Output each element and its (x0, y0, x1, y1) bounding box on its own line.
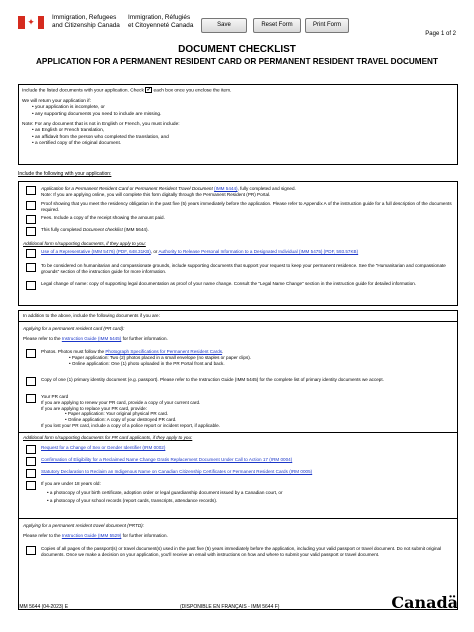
bullet-item: • any supporting documents you need to include are missing. (32, 112, 162, 118)
checkbox[interactable] (26, 249, 36, 258)
checkbox[interactable] (26, 215, 36, 224)
save-button[interactable]: Save (201, 18, 247, 33)
checkbox[interactable] (26, 186, 36, 195)
checkbox[interactable] (26, 469, 36, 478)
print-form-button[interactable]: Print Form (305, 18, 349, 33)
link-irm0002[interactable]: Request for a Change of Sex or Gender Identifier (IRM 0002) (41, 445, 166, 450)
checkbox[interactable] (26, 227, 36, 236)
canada-flag-icon: ✦ (18, 16, 44, 29)
link-imm5444[interactable]: (IMM 5444) (214, 186, 238, 191)
subsection-heading: Applying for a permanent resident card (PR card): (23, 326, 125, 331)
link-imm5529[interactable]: Instruction Guide (IMM 5529) (61, 533, 122, 538)
checkbox[interactable] (26, 263, 36, 272)
additional-documents-box: In addition to the above, include the following documents if you are: Applying for a permanent resident card (PR card): Please refer to the Instruction Guide (IMM 5445) for further information. Photos. Photos must follow the Photograph Specifications for Permanent Resident Cards. • Paper application: Two (2) photos placed in a small envelope (no staples or paper clips). • Online application: One (1) photo uploaded in the PR Portal front and back. Copy of one (1) primary identity document (e.g. passport). Please refer to the Instruction Guide (IMM 5445) for the complete list of primary identity documents we accept. Your PR card If you are applying to renew your PR card, provide a copy of your current card. If you are applying to replace your PR card, provide: • Paper application: Your original physical PR card. • Online application: A copy of your destroyed PR card. If you lost your PR card, include a copy of a police report or incident report, if applicable. Additional form s/supporting documents for PR card applicants, if they apply to you: Request for a Change of Sex or Gender Identifier (IRM 0002) Confirmation of Eligibility for a Reclaimed Name Change Gratis Replacement Document Under Call to Action 17 (IRM 0004) Statutory Declaration to Reclaim an Indigenous Name on Canadian Citizenship Certificates or Permanent Resident Cards (IRM 0005) If you are under 18 years old: • a photocopy of your birth certificate, adoption order or legal guardianship document issued by a Canadian court, or • a photocopy of your school records (report cards, transcripts, attendance records). Applying for a permanent resident travel document (PRTD): Please refer to the Instruction Guide (IMM 5529) for further information. Copies of all pages of the passport(s) or travel document(s) used in the past five (5) years immediately before the application, including your valid passport or travel document. Do not submit original documents. Once we make a decision on your application, you'll receive an email with instructions on how and where to submit your valid passport or travel document. (18, 310, 458, 610)
return-conditions-text: We will return your application if: (22, 98, 91, 104)
page-number: Page 1 of 2 (425, 31, 456, 37)
page-title: DOCUMENT CHECKLIST (178, 44, 296, 55)
link-imm5475[interactable]: Authority to Release Personal Information to a Designated Individual (IMM 5475) (PDF, 593.57KB) (158, 249, 359, 254)
header (18, 14, 458, 44)
required-documents-box: Application for a Permanent Resident Card or Permanent Resident Travel Document (IMM 5444), fully completed and signed. Note: If you are applying online, you will complete this form digitally through the Permanent Resident (PR) Portal. Proof showing that you meet the residency obligation in the past five (5) years immediately before the application. Please refer to Appendix A of the instruction guide for a full description of the documents required. Fees. Include a copy of the receipt showing the amount paid. This fully completed Document checklist (IMM 5644). Additional form s/supporting documents, if they apply to you: Use of a Representative (IMM 5476) (PDF, 648.31KB), or Authority to Release Personal Information to a Designated Individual (IMM 5475) (PDF, 593.57KB) To be considered on humanitarian and compassionate grounds, include supporting documents that support your request to keep your permanent residence. See the "Humanitarian and compassionate grounds" section of the instruction guide for more information. Legal change of name: copy of supporting legal documentation as proof of your name change. Consult the "Legal Name Change" section in the instruction guide for detailed information. (18, 181, 458, 306)
bullet-item: • a certified copy of the original document. (32, 141, 122, 147)
instruction-text: Include the listed documents with your application. Check (22, 88, 144, 94)
checkbox[interactable] (26, 349, 36, 358)
checkbox[interactable] (26, 394, 36, 403)
checkbox[interactable] (26, 445, 36, 454)
checkbox[interactable] (26, 377, 36, 386)
link-imm5476[interactable]: Use of a Representative (IMM 5476) (PDF, 648.31KB) (41, 249, 151, 254)
french-availability-note: (DISPONIBLE EN FRANÇAIS - IMM 5644 F) (180, 604, 280, 610)
subsection-heading: Applying for a permanent resident travel document (PRTD): (23, 523, 144, 528)
translation-note: Note: For any document that is not in English or French, you must include: (22, 121, 180, 127)
instruction-text: each box once you enclose the item. (153, 88, 232, 94)
bullet-item: • an affidavit from the person who completed the translation, and (32, 134, 169, 140)
section-heading: Include the following with your application: (18, 171, 112, 177)
canada-wordmark-logo: Canadä (391, 593, 458, 612)
checkbox[interactable] (26, 281, 36, 290)
checklist-row: Application for a Permanent Resident Card or Permanent Resident Travel Document (IMM 5444), fully completed and signed. Note: If you are applying online, you will complete this form digitally through the Permanent Resident (PR) Portal. (19, 186, 457, 198)
checkbox[interactable] (26, 481, 36, 490)
instructions-box (18, 84, 458, 165)
bullet-item: • an English or French translation, (32, 128, 105, 134)
reference-text: Please refer to the Instruction Guide (IMM 5445) for further information. (23, 336, 168, 341)
checkbox[interactable] (26, 457, 36, 466)
department-name-english: Immigration, Refugees and Citizenship Canada (52, 14, 120, 29)
page-subtitle: APPLICATION FOR A PERMANENT RESIDENT CARD OR PERMANENT RESIDENT TRAVEL DOCUMENT (36, 57, 438, 66)
subsection-heading: Additional form s/supporting documents for PR card applicants, if they apply to you: (23, 435, 193, 440)
bullet-item: • your application is incomplete, or (32, 105, 105, 111)
checkbox[interactable] (26, 546, 36, 555)
reference-text: Please refer to the Instruction Guide (IMM 5529) for further information. (23, 533, 168, 538)
reset-form-button[interactable]: Reset Form (253, 18, 301, 33)
checkbox[interactable] (26, 201, 36, 210)
link-irm0005[interactable]: Statutory Declaration to Reclaim an Indigenous Name on Canadian Citizenship Certificates or Permanent Resident Cards (IRM 0005) (41, 469, 313, 474)
section-lead-text: In addition to the above, include the following documents if you are: (23, 313, 160, 318)
link-photo-specifications[interactable]: Photograph Specifications for Permanent Resident Cards (105, 349, 223, 354)
link-irm0004[interactable]: Confirmation of Eligibility for a Reclaimed Name Change Gratis Replacement Document Under Call to Action 17 (IRM 0004) (41, 457, 293, 462)
department-name-french: Immigration, Réfugiés et Citoyenneté Canada (128, 14, 194, 29)
link-imm5445[interactable]: Instruction Guide (IMM 5445) (61, 336, 122, 341)
check-mark-icon: ✔ (146, 87, 151, 93)
form-number: IMM 5644 (04-2023) E (18, 604, 69, 610)
subsection-heading: Additional form s/supporting documents, if they apply to you: (23, 241, 146, 246)
